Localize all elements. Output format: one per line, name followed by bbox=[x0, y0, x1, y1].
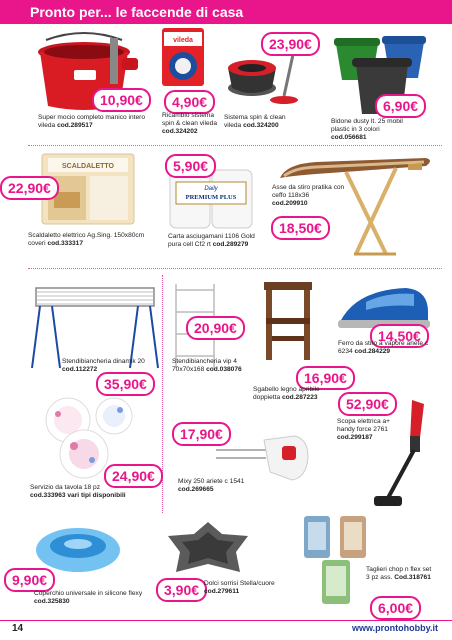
product-name: Ferro da stiro a vapore ariete c 6234 bbox=[338, 340, 429, 355]
price-tag: 35,90€ bbox=[96, 372, 155, 396]
blanket-label: SCALDALETTO bbox=[62, 163, 114, 170]
towel-label: PREMIUM PLUS bbox=[185, 194, 237, 201]
product-code: cod.269665 bbox=[178, 486, 214, 493]
mop-refill-image bbox=[160, 26, 206, 88]
page-title: Pronto per... le faccende di casa bbox=[30, 4, 244, 20]
product-description bbox=[224, 114, 294, 130]
product-code: cod.325830 bbox=[34, 598, 70, 605]
footer-divider bbox=[0, 620, 452, 621]
product-name: Asse da stiro pratika con ceffo 118x36 bbox=[272, 184, 345, 199]
product-name: Scaldaletto elettrico Ag.Sing. 150x80cm coveri bbox=[28, 232, 145, 247]
product-code: cod.038076 bbox=[206, 366, 242, 373]
product-name: Coperchio universale in silicone flexy bbox=[34, 590, 143, 597]
product-description bbox=[168, 233, 260, 249]
clothes-rack-image bbox=[30, 280, 160, 370]
product-description bbox=[162, 112, 226, 136]
price-tag: 17,90€ bbox=[172, 422, 231, 446]
price-tag: 23,90€ bbox=[261, 32, 320, 56]
product-code: cod.112272 bbox=[62, 366, 98, 373]
product-name: Super mocio completo manico intero vileda bbox=[38, 114, 146, 129]
product-code: cod.299187 bbox=[337, 434, 373, 441]
price-tag: 18,50€ bbox=[271, 216, 330, 240]
product-name: Sistema spin & clean vileda bbox=[224, 114, 286, 129]
star-mold-image bbox=[160, 518, 256, 576]
page-header bbox=[0, 0, 452, 24]
product-name: Taglieri chop n flex set 3 pz ass. bbox=[366, 566, 432, 581]
product-description bbox=[30, 484, 136, 500]
product-code: cod.289279 bbox=[212, 241, 249, 248]
product-code: cod.284229 bbox=[354, 348, 391, 355]
price-tag: 10,90€ bbox=[92, 88, 151, 112]
product-code: cod.287223 bbox=[281, 394, 318, 401]
product-code: cod.324200 bbox=[243, 122, 279, 129]
hand-mixer-image bbox=[212, 428, 312, 484]
product-code: cod.333317 bbox=[47, 240, 83, 247]
svg-text:vileda: vileda bbox=[173, 37, 193, 44]
product-name: Stendibiancheria dinamik 20 bbox=[62, 358, 145, 365]
price-tag: 6,90€ bbox=[375, 94, 426, 118]
price-tag: 22,90€ bbox=[0, 176, 59, 200]
product-description bbox=[172, 358, 254, 374]
product-description bbox=[331, 118, 409, 142]
product-name: Scopa elettrica a+ handy force 2761 bbox=[337, 418, 390, 433]
product-description bbox=[366, 566, 436, 582]
product-description bbox=[204, 580, 298, 596]
product-code: cod.056681 bbox=[331, 134, 367, 141]
product-description bbox=[272, 184, 346, 208]
wooden-stool-image bbox=[258, 280, 318, 362]
product-description bbox=[38, 114, 148, 130]
row-divider bbox=[28, 145, 442, 146]
price-tag: 9,90€ bbox=[4, 568, 55, 592]
price-tag: 16,90€ bbox=[296, 366, 355, 390]
product-description bbox=[178, 478, 258, 494]
website-link[interactable]: www.prontohobby.it bbox=[352, 623, 438, 633]
product-code: Cod.318761 bbox=[394, 574, 431, 581]
product-description bbox=[253, 386, 325, 402]
cutting-boards-image bbox=[300, 512, 372, 606]
product-code: cod.289517 bbox=[57, 122, 93, 129]
price-tag: 52,90€ bbox=[338, 392, 397, 416]
price-tag: 24,90€ bbox=[104, 464, 163, 488]
product-name: Servizio da tavola 18 pz bbox=[30, 484, 101, 491]
price-tag: 6,00€ bbox=[370, 596, 421, 620]
price-tag: 14,50€ bbox=[370, 324, 429, 348]
towel-brand: Daily bbox=[204, 186, 218, 192]
product-name: Dolci sorrisi Stella/cuore bbox=[204, 580, 275, 587]
row-divider bbox=[28, 268, 442, 269]
product-name: Carta asciugamani 1106 Gold pura cell Cf2 rt bbox=[168, 233, 255, 248]
product-name: Sgabello legno apribile doppietta bbox=[253, 386, 320, 401]
product-name: Stendibiancheria vip 4 70x70x168 bbox=[172, 358, 237, 373]
stick-vacuum-image bbox=[372, 398, 432, 510]
product-name: Ricambio sistema spin & clean vileda bbox=[162, 112, 217, 127]
price-tag: 20,90€ bbox=[186, 316, 245, 340]
product-description bbox=[34, 590, 154, 606]
product-code: cod.279611 bbox=[204, 588, 240, 595]
product-name: Mixy 250 ariete c 1541 bbox=[178, 478, 245, 485]
price-tag: 3,90€ bbox=[156, 578, 207, 602]
product-description bbox=[338, 340, 438, 356]
price-tag: 5,90€ bbox=[165, 154, 216, 178]
product-code: cod.324202 bbox=[162, 128, 198, 135]
product-code: cod.209910 bbox=[272, 200, 308, 207]
product-code: cod.333963 vari tipi disponibili bbox=[30, 492, 126, 499]
page-number: 14 bbox=[12, 623, 24, 634]
product-description bbox=[28, 232, 152, 248]
price-tag: 4,90€ bbox=[164, 90, 215, 114]
product-name: Bidone dusty lt. 25 mobil plastic in 3 colori bbox=[331, 118, 403, 133]
